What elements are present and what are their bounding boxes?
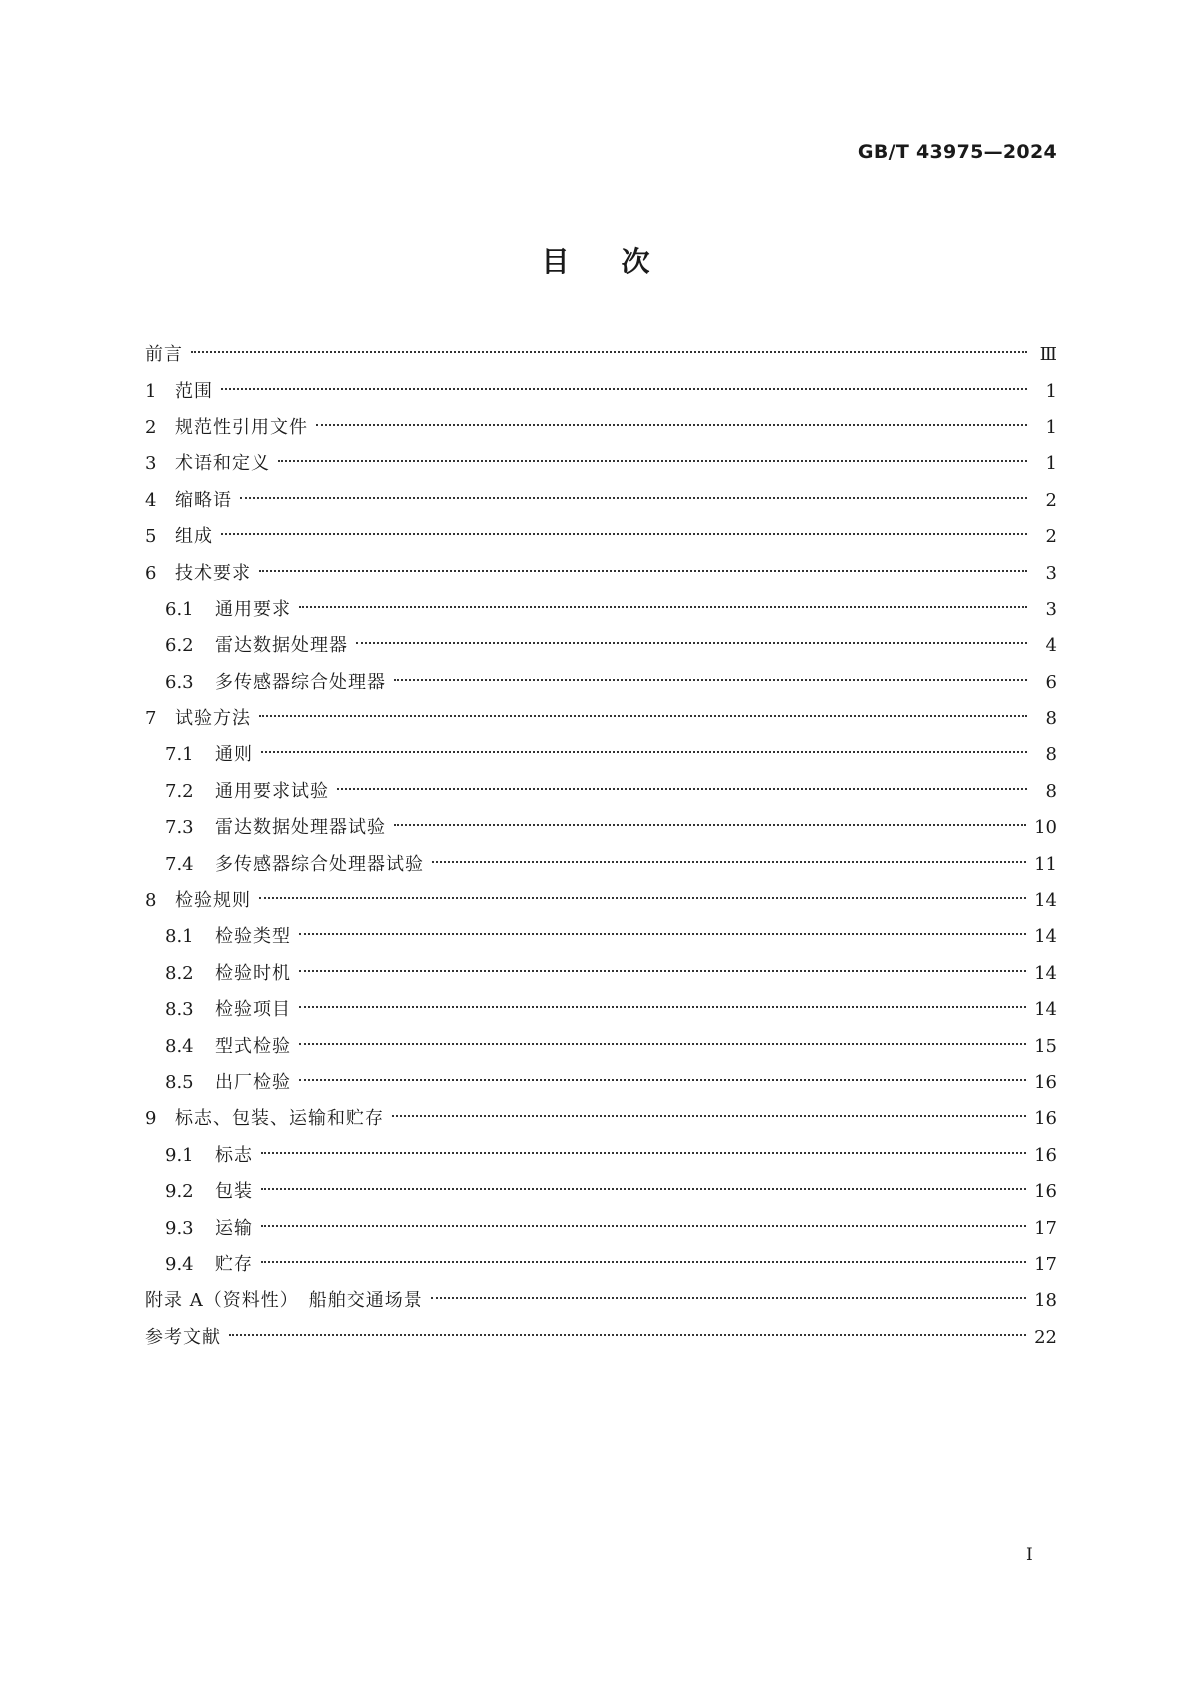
toc-entry[interactable]: [145, 483, 1057, 519]
toc-entry-number: 9.1: [165, 1144, 194, 1166]
toc-dot-leader: [394, 824, 1026, 826]
toc-dot-leader: [259, 897, 1026, 899]
toc-dot-leader: [261, 751, 1027, 753]
toc-entry[interactable]: [145, 1101, 1057, 1137]
toc-entry[interactable]: [145, 956, 1057, 992]
toc-entry[interactable]: [145, 1138, 1057, 1174]
page-title: [0, 240, 1191, 280]
toc-dot-leader: [221, 388, 1027, 390]
toc-entry-number: 8.5: [165, 1072, 194, 1093]
toc-entry-title: 缩略语: [175, 489, 232, 511]
toc-entry-page: 3: [1045, 562, 1057, 584]
toc-entry-title: 组成: [175, 526, 213, 548]
toc-entry[interactable]: [145, 410, 1057, 446]
toc-entry-title: 试验方法: [175, 708, 251, 730]
toc-entry-title: 检验规则: [175, 890, 251, 912]
toc-entry[interactable]: [145, 337, 1057, 373]
toc-entry-page: 16: [1034, 1108, 1057, 1130]
toc-entry-title: 包装: [215, 1181, 253, 1203]
toc-entry[interactable]: [145, 1065, 1057, 1101]
toc-entry-title: 范围: [175, 380, 213, 402]
toc-entry-number: 6.3: [165, 671, 194, 693]
toc-dot-leader: [278, 460, 1027, 462]
toc-entry-number: 3: [145, 453, 157, 475]
page-title-char-1: 目: [541, 245, 570, 278]
toc-entry-page: 8: [1045, 744, 1057, 766]
toc-entry[interactable]: [145, 774, 1057, 810]
toc-entry-number: 9.4: [165, 1253, 194, 1275]
toc-entry-page: 18: [1034, 1290, 1057, 1312]
toc-dot-leader: [261, 1225, 1026, 1227]
toc-entry-number: 8: [145, 890, 157, 912]
toc-entry-number: 9.3: [165, 1217, 194, 1239]
toc-entry-page: 14: [1034, 962, 1057, 984]
toc-dot-leader: [261, 1152, 1026, 1154]
toc-entry[interactable]: [145, 992, 1057, 1028]
toc-entry-page: 17: [1034, 1217, 1057, 1239]
toc-entry[interactable]: [145, 919, 1057, 955]
toc-entry-page: 17: [1034, 1253, 1057, 1275]
toc-dot-leader: [316, 424, 1027, 426]
toc-entry-page: 1: [1045, 380, 1057, 402]
standard-code: GB/T 43975—2024: [857, 141, 1057, 163]
toc-entry-page: 11: [1034, 853, 1057, 875]
toc-entry-page: 6: [1045, 671, 1057, 693]
toc-dot-leader: [191, 351, 1027, 353]
toc-dot-leader: [229, 1334, 1026, 1336]
toc-entry-number: 5: [145, 526, 157, 548]
toc-entry-title: 标志: [215, 1144, 253, 1166]
toc-entry-page: 16: [1034, 1072, 1057, 1093]
toc-entry-number: 9.2: [165, 1181, 194, 1203]
toc-dot-leader: [299, 933, 1026, 935]
toc-entry-title: 术语和定义: [175, 453, 270, 475]
toc-dot-leader: [394, 679, 1027, 681]
toc-entry-page: 15: [1034, 1035, 1057, 1057]
toc-entry-page: 14: [1034, 926, 1057, 948]
toc-entry-page: Ⅲ: [1039, 344, 1057, 366]
toc-entry[interactable]: [145, 1210, 1057, 1246]
toc-entry-page: 2: [1045, 489, 1057, 511]
toc-entry[interactable]: [145, 883, 1057, 919]
toc-entry-title: 技术要求: [175, 562, 251, 584]
toc-entry-title: 通用要求: [215, 598, 291, 620]
toc-entry[interactable]: [145, 701, 1057, 737]
toc-entry[interactable]: [145, 846, 1057, 882]
toc-entry[interactable]: [145, 592, 1057, 628]
toc-dot-leader: [299, 1006, 1026, 1008]
toc-entry-number: 7.1: [165, 744, 194, 766]
toc-entry-title: 多传感器综合处理器: [215, 671, 386, 693]
toc-dot-leader: [299, 970, 1026, 972]
toc-entry-number: 7.4: [165, 853, 194, 875]
toc-entry-title: 多传感器综合处理器试验: [215, 853, 424, 875]
toc-entry-page: 1: [1045, 416, 1057, 438]
toc-entry-number: 8.1: [165, 926, 194, 948]
toc-entry-page: 10: [1034, 817, 1057, 839]
toc-entry-number: 4: [145, 489, 157, 511]
toc-entry-number: 6.2: [165, 635, 194, 657]
toc-dot-leader: [261, 1188, 1026, 1190]
toc-entry[interactable]: [145, 665, 1057, 701]
toc-entry-title: 通则: [215, 744, 253, 766]
toc-entry-title: 雷达数据处理器: [215, 635, 348, 657]
toc-entry-page: 16: [1034, 1181, 1057, 1203]
toc-entry-number: 8.4: [165, 1035, 194, 1057]
toc-dot-leader: [392, 1115, 1026, 1117]
toc-entry-page: 4: [1045, 635, 1057, 657]
toc-entry-title: 通用要求试验: [215, 780, 329, 802]
toc-dot-leader: [431, 1297, 1026, 1299]
toc-dot-leader: [432, 861, 1026, 863]
toc-entry-number: 2: [145, 416, 157, 438]
toc-dot-leader: [299, 1043, 1026, 1045]
toc-dot-leader: [221, 533, 1027, 535]
toc-entry-number: 8.2: [165, 962, 194, 984]
toc-entry-number: 8.3: [165, 999, 194, 1021]
toc-entry-title: 标志、包装、运输和贮存: [175, 1108, 384, 1130]
toc-entry-title: 规范性引用文件: [175, 416, 308, 438]
toc-entry-title: 参考文献: [145, 1326, 221, 1348]
toc-entry-number: 1: [145, 380, 157, 402]
toc-entry-number: 9: [145, 1108, 157, 1130]
toc-entry-title: 型式检验: [215, 1035, 291, 1057]
toc-entry-page: 8: [1045, 780, 1057, 802]
toc-entry-title: 前言: [145, 344, 183, 366]
toc-entry[interactable]: [145, 1174, 1057, 1210]
toc-entry-number: 7: [145, 708, 157, 730]
toc-entry-page: 14: [1034, 890, 1057, 912]
toc-dot-leader: [259, 570, 1027, 572]
toc-entry[interactable]: [145, 628, 1057, 664]
toc-entry-number: 7.3: [165, 817, 194, 839]
table-of-contents: [145, 337, 1057, 1356]
toc-entry-page: 8: [1045, 708, 1057, 730]
toc-entry-title: 雷达数据处理器试验: [215, 817, 386, 839]
toc-entry-number: 6: [145, 562, 157, 584]
toc-entry-title: 检验时机: [215, 962, 291, 984]
toc-entry-page: 16: [1034, 1144, 1057, 1166]
toc-entry[interactable]: [145, 519, 1057, 555]
toc-entry-page: 22: [1034, 1326, 1057, 1348]
toc-dot-leader: [240, 497, 1027, 499]
toc-entry[interactable]: [145, 555, 1057, 591]
toc-entry-title: 贮存: [215, 1253, 253, 1275]
toc-entry-page: 1: [1045, 453, 1057, 475]
toc-entry[interactable]: [145, 1247, 1057, 1283]
toc-dot-leader: [259, 715, 1027, 717]
toc-entry[interactable]: [145, 1028, 1057, 1064]
toc-entry-title: 运输: [215, 1217, 253, 1239]
toc-dot-leader: [261, 1261, 1026, 1263]
toc-entry-title: 附录 A（资料性） 船舶交通场景: [145, 1290, 423, 1312]
toc-dot-leader: [299, 1079, 1026, 1081]
toc-entry[interactable]: [145, 1283, 1057, 1319]
page-title-char-2: 次: [621, 245, 650, 278]
toc-dot-leader: [356, 642, 1027, 644]
toc-entry-number: 6.1: [165, 598, 194, 620]
toc-entry-title: 检验项目: [215, 999, 291, 1021]
toc-entry-page: 3: [1045, 598, 1057, 620]
toc-entry[interactable]: [145, 1320, 1057, 1356]
toc-dot-leader: [299, 606, 1027, 608]
toc-entry[interactable]: [145, 446, 1057, 482]
toc-entry-page: 14: [1034, 999, 1057, 1021]
toc-entry[interactable]: [145, 373, 1057, 409]
toc-entry-title: 出厂检验: [215, 1072, 291, 1093]
page-number: Ⅰ: [1026, 1545, 1033, 1565]
toc-entry[interactable]: [145, 737, 1057, 773]
toc-entry-page: 2: [1045, 526, 1057, 548]
toc-entry-title: 检验类型: [215, 926, 291, 948]
toc-entry-number: 7.2: [165, 780, 194, 802]
toc-dot-leader: [337, 788, 1027, 790]
toc-entry[interactable]: [145, 810, 1057, 846]
